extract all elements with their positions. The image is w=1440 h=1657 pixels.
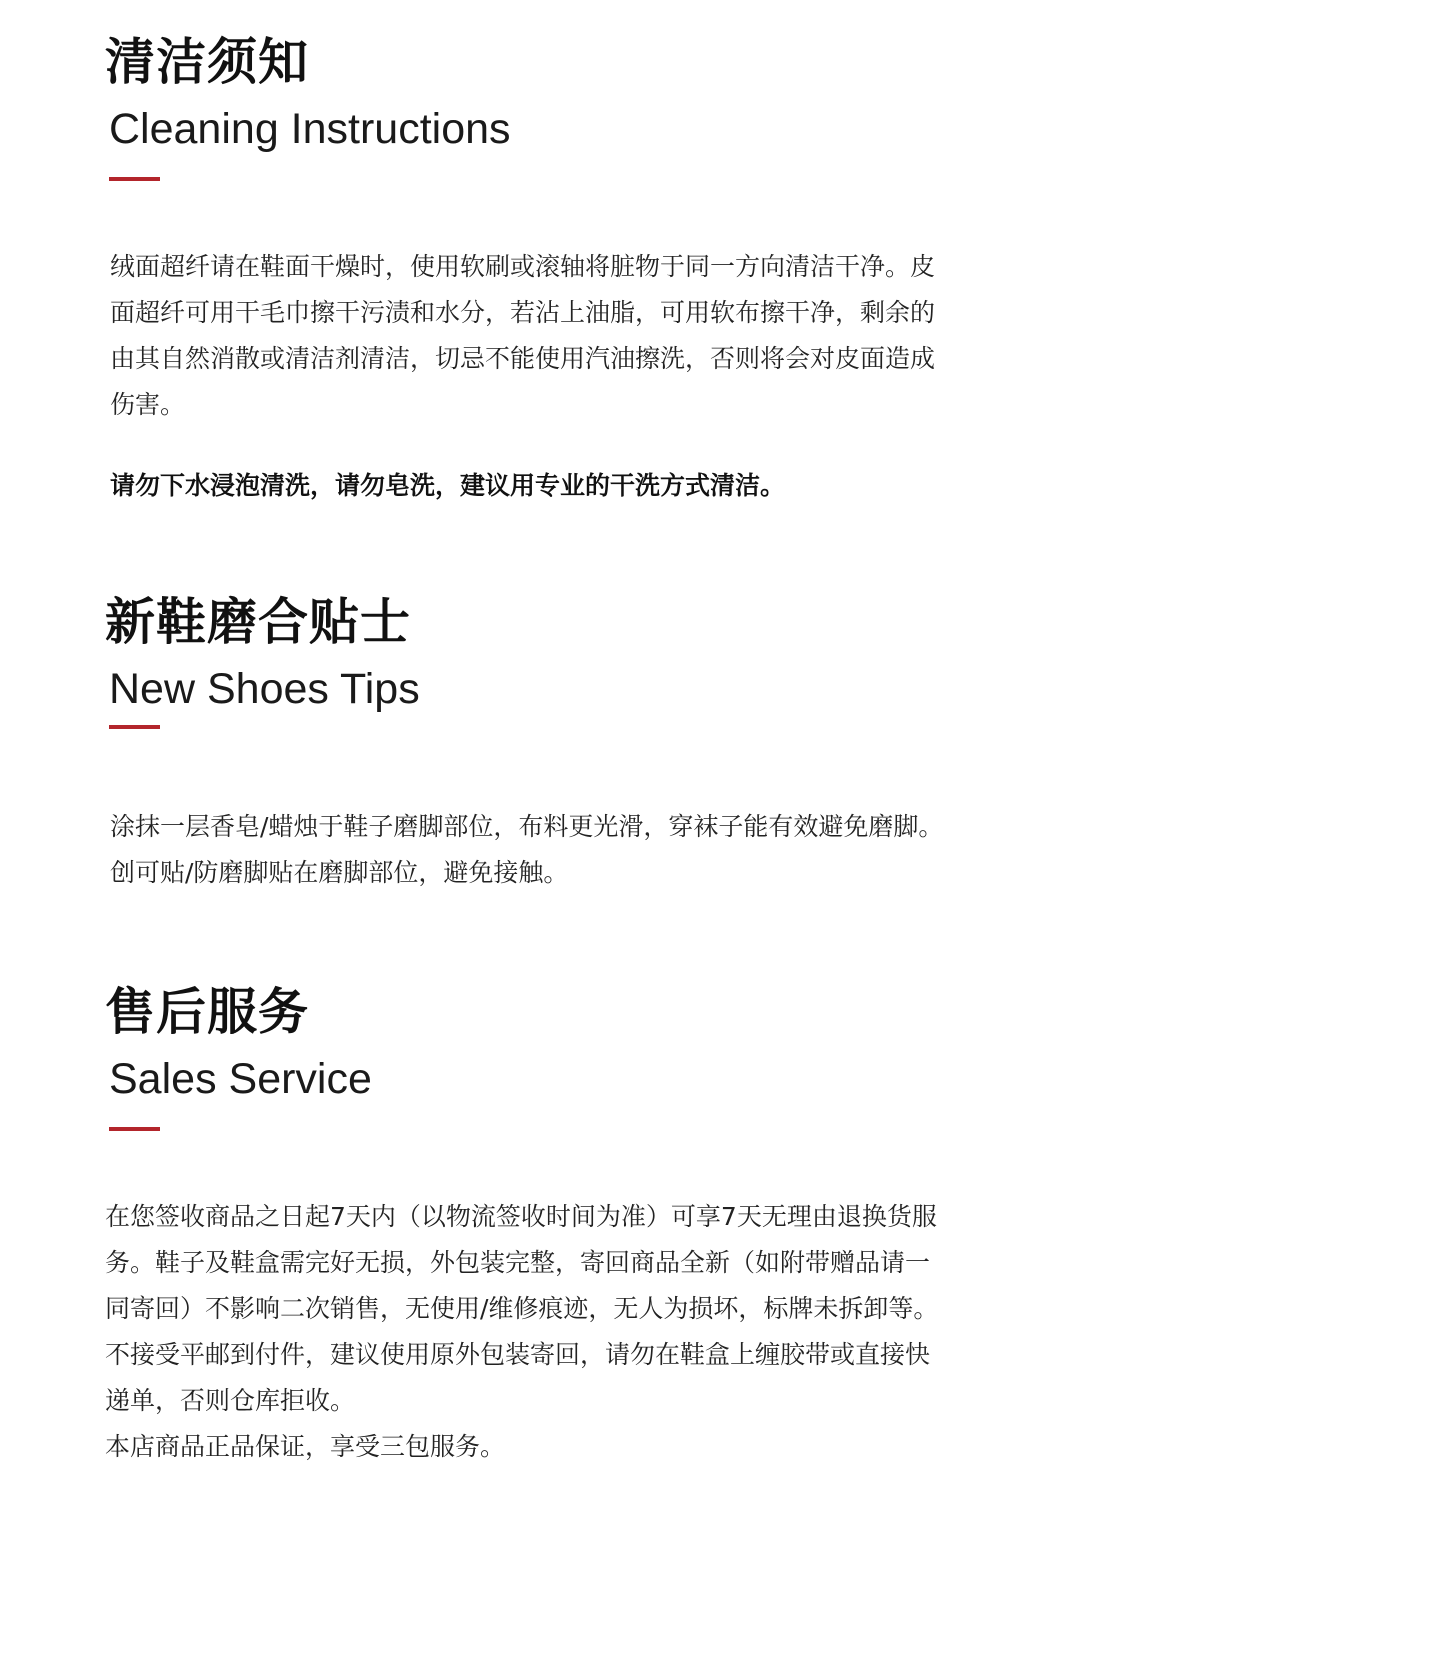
paragraph-line: 面超纤可用干毛巾擦干污渍和水分，若沾上油脂，可用软布擦干净，剩余的 (110, 298, 936, 327)
paragraph-line: 伤害。 (110, 390, 186, 419)
paragraph-line: 本店商品正品保证，享受三包服务。 (105, 1432, 506, 1461)
accent-divider (109, 1127, 160, 1131)
section-paragraph (110, 804, 1010, 896)
section-title-cn: 新鞋磨合贴士 (105, 593, 411, 651)
paragraph-line: 由其自然消散或清洁剂清洁，切忌不能使用汽油擦洗，否则将会对皮面造成 (110, 344, 936, 373)
bold-note: 请勿下水浸泡清洗，请勿皂洗，建议用专业的干洗方式清洁。 (110, 471, 786, 500)
paragraph-line: 不接受平邮到付件，建议使用原外包装寄回，请勿在鞋盒上缠胶带或直接快 (105, 1340, 931, 1369)
accent-divider (109, 177, 160, 181)
section-paragraph (110, 244, 1010, 428)
paragraph-line: 涂抹一层香皂/蜡烛于鞋子磨脚部位，布料更光滑，穿袜子能有效避免磨脚。 (110, 812, 944, 841)
paragraph-line: 同寄回）不影响二次销售，无使用/维修痕迹，无人为损坏，标牌未拆卸等。 (105, 1294, 939, 1323)
accent-divider (109, 725, 160, 729)
paragraph-line: 在您签收商品之日起7天内（以物流签收时间为准）可享7天无理由退换货服 (105, 1202, 937, 1231)
section-paragraph (105, 1194, 1005, 1470)
section-title-cn: 清洁须知 (105, 33, 309, 91)
section-title-en: Sales Service (109, 1055, 372, 1103)
section-title-cn: 售后服务 (105, 983, 309, 1041)
paragraph-line: 递单，否则仓库拒收。 (105, 1386, 356, 1415)
section-title-en: Cleaning Instructions (109, 105, 511, 153)
paragraph-line: 务。鞋子及鞋盒需完好无损，外包装完整，寄回商品全新（如附带赠品请一 (105, 1248, 931, 1277)
paragraph-line: 绒面超纤请在鞋面干燥时，使用软刷或滚轴将脏物于同一方向清洁干净。皮 (110, 252, 936, 281)
section-title-en: New Shoes Tips (109, 665, 420, 713)
paragraph-line: 创可贴/防磨脚贴在磨脚部位，避免接触。 (110, 858, 569, 887)
